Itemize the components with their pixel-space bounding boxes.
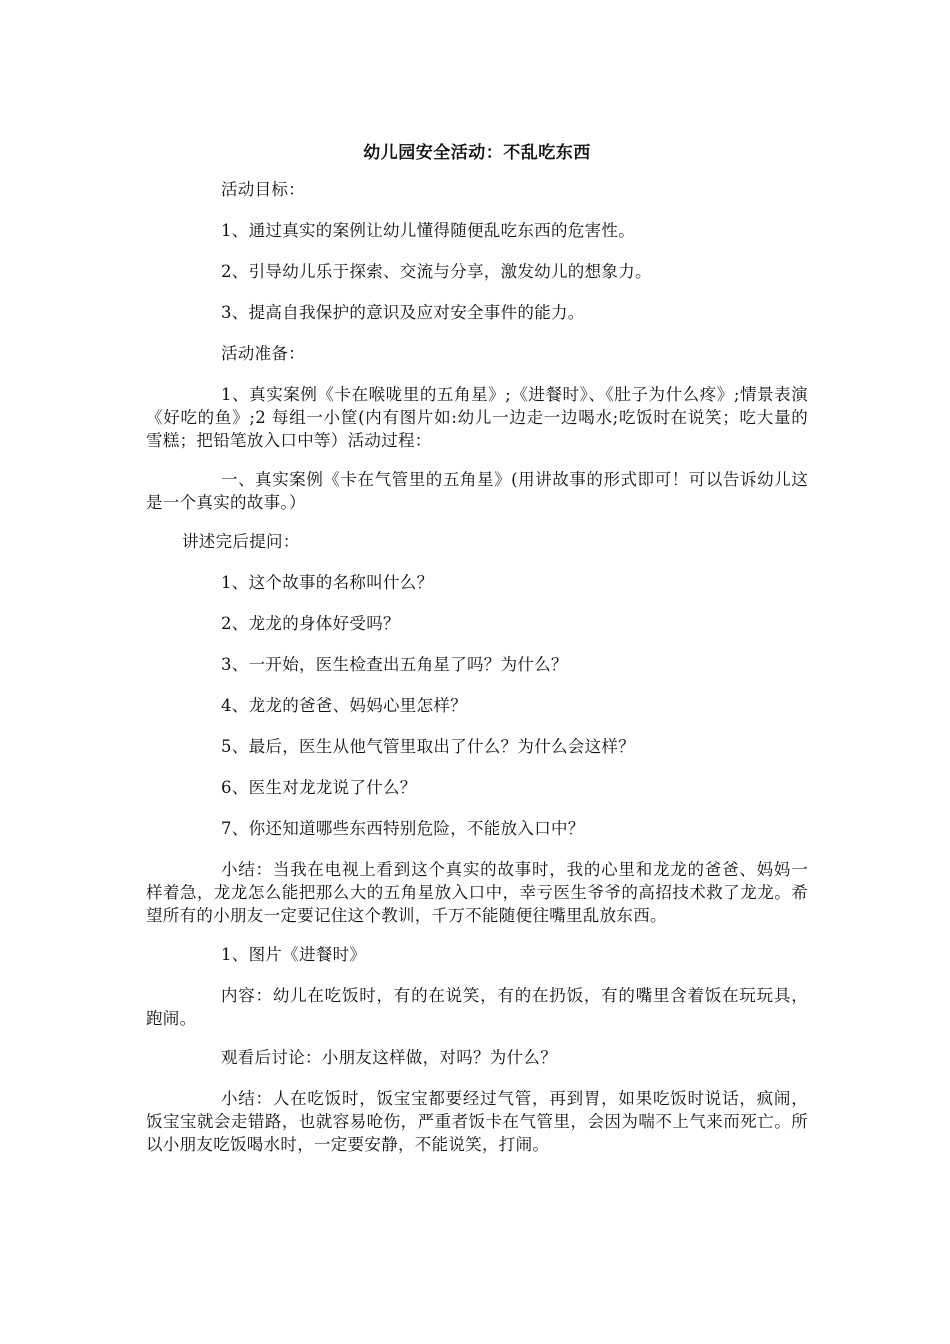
paragraph-goal-2: 2、引导幼儿乐于探索、交流与分享，激发幼儿的想象力。	[221, 262, 652, 281]
paragraph-goal-1: 1、通过真实的案例让幼儿懂得随便乱吃东西的危害性。	[221, 221, 635, 240]
paragraph-summary-2: 小结：人在吃饭时，饭宝宝都要经过气管，再到胃，如果吃饭时说话，疯闹，饭宝宝就会走错路，也就容易呛伤，严重者饭卡在气管里，会因为喘不上气来而死亡。所以小朋友吃饭喝水时，一定要安静，不能说笑，打闹。	[146, 1089, 808, 1154]
paragraph-question-1: 1、这个故事的名称叫什么？	[221, 573, 434, 592]
paragraph-discussion: 观看后讨论：小朋友这样做，对吗？为什么？	[221, 1048, 557, 1067]
document-title: 幼儿园安全活动：不乱吃东西	[363, 143, 591, 163]
paragraph-prep-heading: 活动准备：	[221, 344, 305, 363]
paragraph-picture-heading: 1、图片《进餐时》	[221, 945, 367, 964]
paragraph-goals-heading: 活动目标：	[221, 180, 305, 199]
paragraph-summary-1: 小结：当我在电视上看到这个真实的故事时，我的心里和龙龙的爸爸、妈妈一样着急，龙龙怎么能把那么大的五角星放入口中，幸亏医生爷爷的高招技术救了龙龙。希望所有的小朋友一定要记住这个教训，千万不能随便往嘴里乱放东西。	[146, 860, 808, 925]
paragraph-question-5: 5、最后，医生从他气管里取出了什么？为什么会这样？	[221, 737, 635, 756]
paragraph-picture-content: 内容：幼儿在吃饭时，有的在说笑，有的在扔饭，有的嘴里含着饭在玩玩具，跑闹。	[146, 986, 808, 1028]
paragraph-goal-3: 3、提高自我保护的意识及应对安全事件的能力。	[221, 303, 585, 322]
paragraph-questions-heading: 讲述完后提问：	[182, 532, 300, 551]
paragraph-question-7: 7、你还知道哪些东西特别危险，不能放入口中？	[221, 819, 585, 838]
paragraph-question-2: 2、龙龙的身体好受吗？	[221, 614, 400, 633]
paragraph-prep-1: 1、真实案例《卡在喉咙里的五角星》;《进餐时》、《肚子为什么疼》;情景表演《好吃的鱼》;2 每组一小筐(内有图片如:幼儿一边走一边喝水;吃饭时在说笑；吃大量的雪糕；把铅笔放入口中等）活动过程：	[146, 385, 808, 450]
paragraph-question-3: 3、一开始，医生检查出五角星了吗？为什么？	[221, 655, 568, 674]
paragraph-question-6: 6、医生对龙龙说了什么？	[221, 778, 417, 797]
paragraph-case-story: 一、真实案例《卡在气管里的五角星》(用讲故事的形式即可！可以告诉幼儿这是一个真实的故事。）	[146, 470, 808, 512]
document-page	[146, 140, 808, 1172]
paragraph-question-4: 4、龙龙的爸爸、妈妈心里怎样？	[221, 696, 467, 715]
